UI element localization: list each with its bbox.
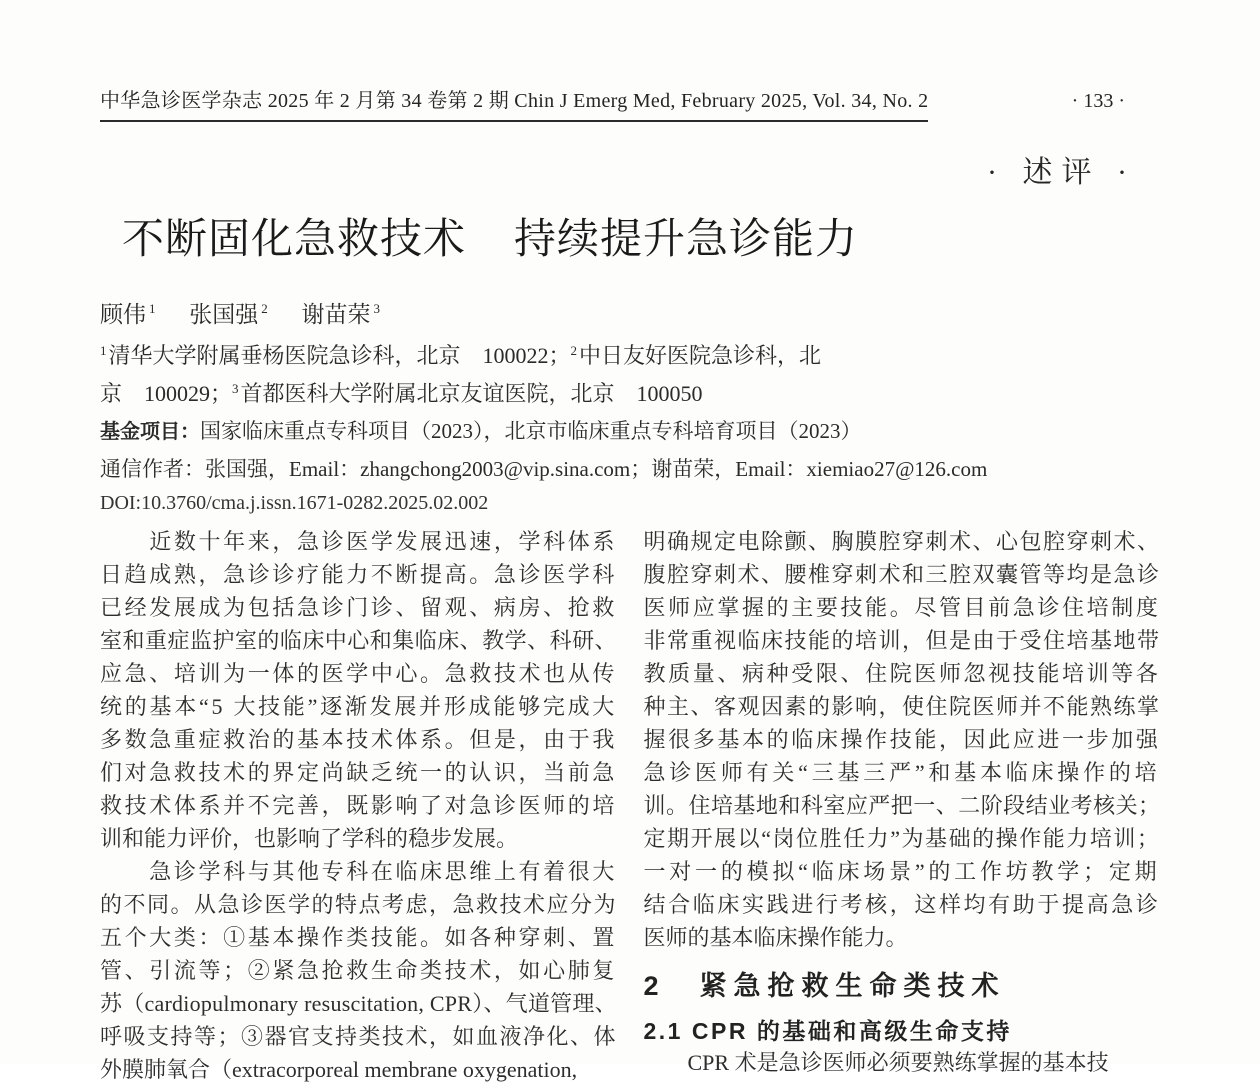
text-line: 腹腔穿刺术、腰椎穿刺术和三腔双囊管等均是急诊 <box>643 562 1161 587</box>
text-line: 明确规定电除颤、胸膜腔穿刺术、心包腔穿刺术、 <box>643 529 1161 554</box>
text-line: 日趋成熟，急诊诊疗能力不断提高。急诊医学科 <box>100 562 618 587</box>
text-line: 救技术体系并不完善，既影响了对急诊医师的培 <box>100 793 618 818</box>
affiliation-mark: 2 <box>570 342 578 358</box>
text-line: 种主、客观因素的影响，使住院医师并不能熟练掌 <box>643 694 1161 719</box>
page-header <box>100 0 1160 122</box>
paragraph <box>100 855 617 1086</box>
article-body <box>0 525 1260 1086</box>
text-line: 五个大类：①基本操作类技能。如各种穿刺、置 <box>100 925 618 950</box>
affiliation-mark: 3 <box>232 380 239 396</box>
journal-citation: 中华急诊医学杂志 2025 年 2 月第 34 卷第 2 期 Chin J Emerg Med, February 2025, Vol. 34, No. 2 <box>100 84 928 122</box>
affiliation-text: 首都医科大学附属北京友谊医院，北京 100050 <box>240 381 703 406</box>
author-2 <box>189 302 268 327</box>
text-line: 呼吸支持等；③器官支持类技术，如血液净化、体 <box>100 1024 618 1049</box>
text-line: 握很多基本的临床操作技能，因此应进一步加强 <box>643 727 1161 752</box>
page-number: · 133 · <box>1071 90 1125 112</box>
text-line: 医师应掌握的主要技能。尽管目前急诊住培制度 <box>643 595 1161 620</box>
text-line: 统的基本“5 大技能”逐渐发展并形成能够完成大 <box>100 694 618 719</box>
text-line: 室和重症监护室的临床中心和集临床、教学、科研、 <box>100 628 618 653</box>
text-line: 非常重视临床技能的培训，但是由于受住培基地带 <box>643 628 1161 653</box>
affiliation-text: 中日友好医院急诊科，北 <box>579 343 822 368</box>
text-line: 训。住培基地和科室应严把一、二阶段结业考核关； <box>643 793 1161 818</box>
article-title <box>122 216 1160 264</box>
author-affiliation-mark: 2 <box>261 301 268 317</box>
text-line: 定期开展以“岗位胜任力”为基础的操作能力培训； <box>643 826 1161 851</box>
author-affiliation-mark: 3 <box>373 301 380 317</box>
text-line: 急诊学科与其他专科在临床思维上有着很大 <box>100 859 618 884</box>
paragraph <box>100 525 617 855</box>
text-line: 结合临床实践进行考核，这样均有助于提高急诊 <box>643 892 1161 917</box>
text-line: 的不同。从急诊医学的特点考虑，急救技术应分为 <box>100 892 618 917</box>
author-3 <box>302 302 381 327</box>
author-name: 谢苗荣 <box>301 302 371 327</box>
paragraph <box>644 1046 1161 1079</box>
affiliation-mark: 1 <box>100 342 107 358</box>
affiliation-line-2 <box>100 375 1160 413</box>
text-line: 苏（cardiopulmonary resuscitation, CPR）、气道管理、 <box>100 991 617 1016</box>
text-line: 一对一的模拟“临床场景”的工作坊教学；定期 <box>643 859 1161 884</box>
article-title-part-1: 不断固化急救技术 <box>122 217 467 263</box>
correspondence-text: 张国强，Email：zhangchong2003@vip.sina.com；谢苗荣，Email：xiemiao27@126.com <box>205 457 988 481</box>
correspondence-line <box>100 451 1160 488</box>
text-line: 教质量、病种受限、住院医师忽视技能培训等各 <box>643 661 1161 686</box>
affiliation-text: 京 100029； <box>100 381 233 406</box>
column-left <box>100 525 617 1086</box>
author-1 <box>100 302 156 327</box>
paragraph <box>644 525 1161 954</box>
front-matter <box>0 0 1260 517</box>
text-line: 急诊医师有关“三基三严”和基本临床操作的培 <box>643 760 1161 785</box>
text-line: 训和能力评价，也影响了学科的稳步发展。 <box>100 826 519 851</box>
fund-label: 基金项目： <box>100 421 200 443</box>
fund-text: 国家临床重点专科项目（2023），北京市临床重点专科培育项目（2023） <box>200 419 862 443</box>
text-line: 应急、培训为一体的医学中心。急救技术也从传 <box>100 661 618 686</box>
text-line: 多数急重症救治的基本技术体系。但是，由于我 <box>100 727 618 752</box>
text-line: 外膜肺氧合（extracorporeal membrane oxygenation, <box>100 1057 578 1082</box>
text-line: CPR 术是急诊医师必须要熟练掌握的基本技 <box>643 1050 1109 1075</box>
article-type-label: · 述评 · <box>987 156 1136 189</box>
text-line: 医师的基本临床操作能力。 <box>643 925 908 950</box>
doi: DOI:10.3760/cma.j.issn.1671-0282.2025.02.002 <box>100 492 489 514</box>
correspondence-label: 通信作者： <box>100 457 205 481</box>
subsection-heading: 2.1 CPR 的基础和高级生命支持 <box>643 1018 1012 1044</box>
author-affiliation-mark: 1 <box>149 301 156 317</box>
affiliations <box>100 337 1160 413</box>
column-right <box>644 525 1161 1079</box>
fund-line <box>100 413 1160 451</box>
author-list <box>100 300 1160 330</box>
section-heading: 2 紧急抢救生命类技术 <box>643 971 1006 1001</box>
article-title-part-2: 持续提升急诊能力 <box>514 217 859 263</box>
text-line: 管、引流等；②紧急抢救生命类技术，如心肺复 <box>100 958 618 983</box>
affiliation-line-1 <box>100 337 1160 375</box>
text-line: 已经发展成为包括急诊门诊、留观、病房、抢救 <box>100 595 618 620</box>
text-line: 们对急救技术的界定尚缺乏统一的认识，当前急 <box>100 760 618 785</box>
author-name: 顾伟 <box>100 302 146 327</box>
text-line: 近数十年来，急诊医学发展迅速，学科体系 <box>100 529 618 554</box>
affiliation-text: 清华大学附属垂杨医院急诊科，北京 100022； <box>108 343 571 368</box>
author-name: 张国强 <box>189 302 259 327</box>
